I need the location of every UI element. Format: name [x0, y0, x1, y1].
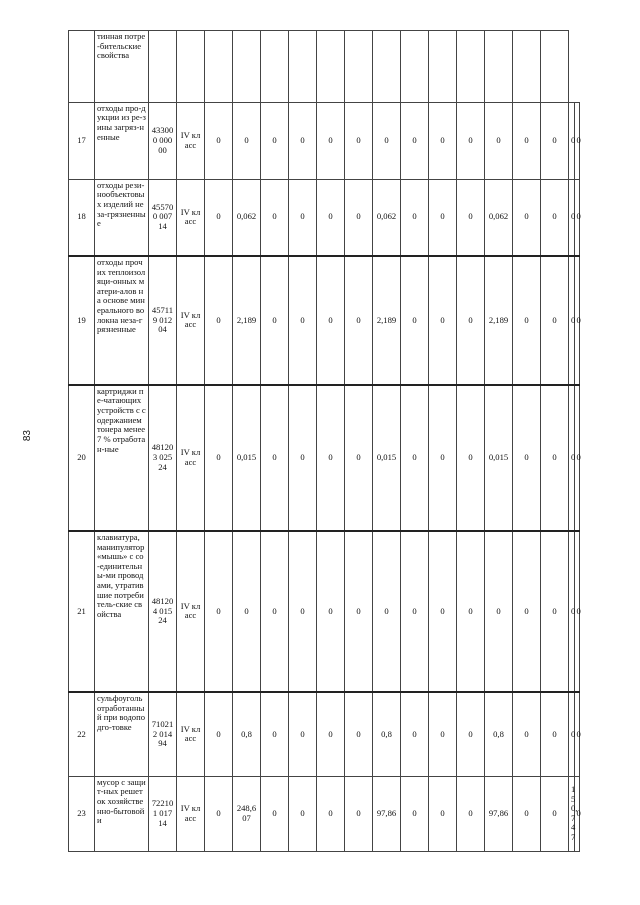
waste-name-cell: мусор с защит-ных решеток хозяйственно-бытовой и: [95, 776, 149, 851]
code-cell: 481203 02524: [149, 385, 177, 531]
value-cell: 0: [541, 776, 569, 851]
value-cell: 0,062: [485, 179, 513, 256]
value-cell: 0: [401, 531, 429, 692]
value-cell: 0: [345, 692, 373, 776]
table-row: [69, 776, 580, 851]
waste-name-cell: отходы про-дукции из ре-зины загряз-ненные: [95, 102, 149, 179]
value-cell: 0: [541, 102, 569, 179]
value-cell: 0: [345, 256, 373, 385]
value-cell: 97,86: [373, 776, 401, 851]
table-row: [69, 385, 580, 531]
value-cell: 0: [205, 102, 233, 179]
value-cell: 0: [574, 256, 580, 385]
value-cell: 0: [513, 776, 541, 851]
class-cell: IV класс: [177, 776, 205, 851]
value-cell: 0: [401, 102, 429, 179]
value-cell: 0: [261, 531, 289, 692]
value-cell: 0: [574, 102, 580, 179]
row-num-cell: 18: [69, 179, 95, 256]
value-cell: 0: [205, 531, 233, 692]
waste-name-cell: отходы рези-нообъектовых изделий неза-грязненные: [95, 179, 149, 256]
value-cell: 0: [317, 692, 345, 776]
value-cell: 0: [317, 179, 345, 256]
value-cell: 0: [574, 385, 580, 531]
value-cell: 0: [513, 692, 541, 776]
value-cell: 0: [289, 776, 317, 851]
value-cell: 0: [401, 776, 429, 851]
row-num-cell: 23: [69, 776, 95, 851]
value-cell: 2,189: [373, 256, 401, 385]
value-cell: 0: [574, 692, 580, 776]
value-cell: 0: [345, 179, 373, 256]
waste-name-cell: картриджи пе-чатающих устройств с содержанием тонера менее 7 % отработан-ные: [95, 385, 149, 531]
value-cell: 0: [429, 102, 457, 179]
code-cell: [149, 31, 177, 103]
value-cell: 0: [401, 179, 429, 256]
class-cell: IV класс: [177, 102, 205, 179]
value-cell: 0: [205, 385, 233, 531]
value-cell: 0: [457, 102, 485, 179]
row-num-cell: 22: [69, 692, 95, 776]
value-cell: 0: [317, 531, 345, 692]
value-cell: 0: [457, 531, 485, 692]
value-cell: 0: [401, 256, 429, 385]
value-cell: 0: [429, 776, 457, 851]
value-cell: 0: [289, 179, 317, 256]
value-cell: 0: [233, 531, 261, 692]
table-row: [69, 31, 580, 103]
row-num-cell: 17: [69, 102, 95, 179]
value-cell: 0,015: [373, 385, 401, 531]
value-cell: 0: [345, 531, 373, 692]
waste-table: [68, 30, 580, 852]
table-row: [69, 102, 580, 179]
value-cell: 0: [289, 385, 317, 531]
code-cell: 481204 01524: [149, 531, 177, 692]
value-cell: 0: [429, 179, 457, 256]
class-cell: IV класс: [177, 256, 205, 385]
value-cell: 0: [205, 179, 233, 256]
value-cell: 0,015: [233, 385, 261, 531]
row-num-cell: 19: [69, 256, 95, 385]
value-cell: 0,8: [373, 692, 401, 776]
value-cell: 150,747: [569, 776, 575, 851]
value-cell: 248,607: [233, 776, 261, 851]
value-cell: 0: [429, 385, 457, 531]
value-cell: 0: [541, 385, 569, 531]
class-cell: IV класс: [177, 179, 205, 256]
value-cell: 0: [289, 102, 317, 179]
waste-name-cell: клавиатура, манипулятор «мышь» с со-единительны-ми проводами, утратившие потребитель-ские свойства: [95, 531, 149, 692]
value-cell: 0: [401, 385, 429, 531]
value-cell: 0: [513, 531, 541, 692]
value-cell: 0: [569, 692, 575, 776]
table-row: [69, 692, 580, 776]
page-number: 83: [22, 430, 33, 442]
value-cell: 0: [261, 256, 289, 385]
code-cell: 710212 01494: [149, 692, 177, 776]
value-cell: 0: [485, 102, 513, 179]
value-cell: 0,062: [373, 179, 401, 256]
value-cell: 0: [569, 531, 575, 692]
value-cell: 0: [574, 776, 580, 851]
table-row: [69, 531, 580, 692]
class-cell: IV класс: [177, 385, 205, 531]
value-cell: 0: [457, 385, 485, 531]
value-cell: 0: [513, 385, 541, 531]
value-cell: 0: [345, 102, 373, 179]
value-cell: 0,8: [485, 692, 513, 776]
value-cell: 0: [457, 692, 485, 776]
table-row: [69, 256, 580, 385]
value-cell: 0: [345, 776, 373, 851]
value-cell: 2,189: [233, 256, 261, 385]
value-cell: 0: [373, 531, 401, 692]
value-cell: 0: [513, 179, 541, 256]
table-row: [69, 179, 580, 256]
value-cell: 97,86: [485, 776, 513, 851]
waste-balance-table: [68, 30, 580, 852]
value-cell: 0: [457, 256, 485, 385]
value-cell: 0: [233, 102, 261, 179]
value-cell: 0: [317, 256, 345, 385]
value-cell: 0: [205, 692, 233, 776]
value-cell: 0: [569, 179, 575, 256]
value-cell: 0: [457, 179, 485, 256]
value-cell: 0: [317, 102, 345, 179]
code-cell: 455700 00714: [149, 179, 177, 256]
value-cell: 0: [373, 102, 401, 179]
value-cell: 0: [261, 179, 289, 256]
class-cell: IV класс: [177, 692, 205, 776]
value-cell: 0: [205, 776, 233, 851]
value-cell: 0: [429, 531, 457, 692]
value-cell: 0: [289, 256, 317, 385]
value-cell: 0: [569, 385, 575, 531]
value-cell: 0,062: [233, 179, 261, 256]
value-cell: 0: [429, 256, 457, 385]
value-cell: 2,189: [485, 256, 513, 385]
code-cell: 457119 01204: [149, 256, 177, 385]
value-cell: 0: [513, 256, 541, 385]
value-cell: 0: [317, 776, 345, 851]
value-cell: 0: [289, 692, 317, 776]
waste-name-cell: сульфоуголь отработанный при водоподго-товке: [95, 692, 149, 776]
value-cell: 0: [261, 102, 289, 179]
value-cell: 0: [429, 692, 457, 776]
value-cell: 0: [569, 256, 575, 385]
class-cell: [177, 31, 205, 103]
value-cell: 0: [541, 692, 569, 776]
code-cell: 433000 00000: [149, 102, 177, 179]
value-cell: 0: [261, 692, 289, 776]
waste-name-cell: тинная потре-бительские свойства: [95, 31, 149, 103]
waste-name-cell: отходы прочих теплоизоляци-онных матери-алов на основе минерального волокна неза-грязненные: [95, 256, 149, 385]
class-cell: IV класс: [177, 531, 205, 692]
value-cell: 0,8: [233, 692, 261, 776]
row-num-cell: 20: [69, 385, 95, 531]
value-cell: 0: [574, 179, 580, 256]
value-cell: 0: [513, 102, 541, 179]
row-num-cell: 21: [69, 531, 95, 692]
value-cell: 0: [261, 776, 289, 851]
value-cell: 0: [345, 385, 373, 531]
value-cell: 0: [569, 102, 575, 179]
value-cell: 0: [541, 179, 569, 256]
value-cell: 0: [317, 385, 345, 531]
value-cell: 0: [574, 531, 580, 692]
row-num-cell: [69, 31, 95, 103]
value-cell: 0: [457, 776, 485, 851]
value-cell: 0: [541, 531, 569, 692]
value-cell: 0: [541, 256, 569, 385]
value-cell: 0: [289, 531, 317, 692]
value-cell: 0: [205, 256, 233, 385]
value-cell: 0: [401, 692, 429, 776]
value-cell: 0: [261, 385, 289, 531]
value-cell: 0: [485, 531, 513, 692]
code-cell: 722101 01714: [149, 776, 177, 851]
value-cell: 0,015: [485, 385, 513, 531]
